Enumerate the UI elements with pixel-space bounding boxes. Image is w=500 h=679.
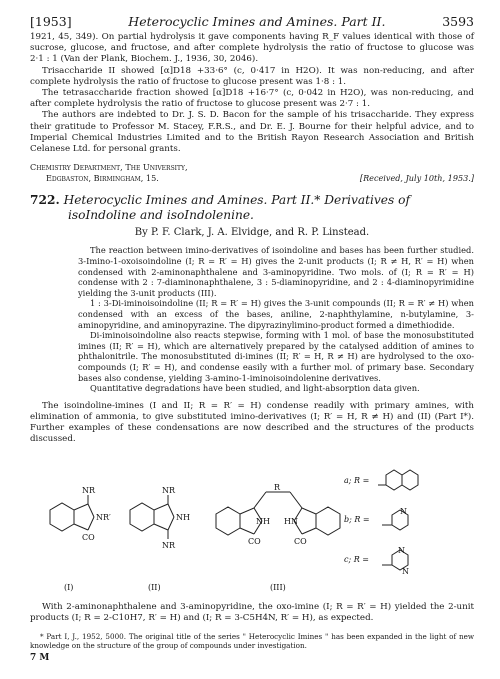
atom-label: HN — [284, 516, 298, 526]
header-page-number: 3593 — [442, 14, 474, 29]
article-title-line2: isoIndoline and isoIndolenine. — [68, 208, 254, 223]
abstract-paragraph: Quantitative degradations have been studied, and light-absorption data given. — [90, 383, 420, 394]
article-title-main: Heterocyclic Imines and Amines. Part II.* Derivatives of — [63, 193, 410, 208]
atom-label: NR — [162, 485, 176, 495]
compound-label: (III) — [270, 582, 286, 592]
header-year: [1953] — [30, 14, 72, 29]
compound-label: (I) — [64, 582, 74, 592]
atom-label: N — [398, 545, 405, 555]
atom-label: NH — [176, 512, 190, 522]
body-paragraph: The isoindoline-imines (I and II; R = R′ = H) condense readily with primary amines, with elimination of ammonia, to give substituted imino-derivatives (I; R′ = H, R ≠ H) and (II) (Part I*). Further examples of these condensations are now described and the structures of the products discussed. — [30, 400, 474, 445]
footnote: * Part I, J., 1952, 5000. The original title of the series " Heterocyclic Imines " has been expanded in the light of new knowledge on the structure of the group of compounds under investigation. — [30, 631, 474, 651]
paragraph: Trisaccharide II showed [α]D18 +33·6° (c, 0·417 in H2O). It was non-reducing, and after complete hydrolysis the ratio of fructose to glucose present was 1·8 : 1. — [30, 65, 474, 87]
received-date: [Received, July 10th, 1953.] — [359, 172, 474, 183]
atom-label: NR — [82, 485, 96, 495]
structures-figure — [30, 450, 474, 600]
substituent-label: b; R = — [344, 514, 370, 524]
paragraph: The tetrasaccharide fraction showed [α]D18 +16·7° (c, 0·042 in H2O), was non-reducing, and after complete hydrolysis the ratio of fructose to glucose present was 2·7 : 1. — [30, 88, 474, 110]
abstract-paragraph: Di-iminoisoindoline also reacts stepwise, forming with 1 mol. of base the monosubstituted imines (II; R′ = H), which are alternatively prepared by the catalysed addition of amines to phthalonitrile. The monosubstituted di-imines (II; R′ = H, R ≠ H) are hydrolysed to the oxo-compounds (I; R′ = H), and condense easily with a further mol. of primary base. Secondary bases also condense, yielding 3-amino-1-iminoisoindolenine derivatives. — [78, 330, 474, 383]
abstract — [78, 245, 474, 393]
running-header — [30, 14, 474, 32]
address-line: Edgbaston, Birmingham, 15. — [46, 172, 159, 183]
substituent-label: c; R = — [344, 554, 369, 564]
atom-label: CO — [248, 536, 261, 546]
article-number: 722. — [30, 193, 60, 208]
address-line: Chemistry Department, The University, — [30, 162, 188, 173]
abstract-paragraph: 1 : 3-Di-iminoisoindoline (II; R = R′ = H) gives the 3-unit compounds (II; R = R′ ≠ H) when condensed with an excess of the bases, aniline, 2-naphthylamine, n-butylamine, 3-aminopyridine, and aminopyrazine. The dipyrazinylimino-product formed a dimethiodide. — [78, 298, 474, 330]
atom-label: NR′ — [96, 512, 111, 522]
substituent-label: a; R = — [344, 475, 370, 485]
abstract-paragraph: The reaction between imino-derivatives of isoindoline and bases has been further studied. 3-Imino-1-oxoisoindoline (I; R = R′ = H) gives the 2-unit products (I; R ≠ H, R′ = H) when condensed with 2-aminonaphthalene and 3-aminopyridine. Two mols. of (I; R = R′ = H) condense with 2 : 7-diaminonaphthalene, 3 : 5-diaminopyridine, and 2 : 4-diaminopyrimidine yielding the 3-unit products (III). — [78, 245, 474, 298]
page — [30, 14, 474, 663]
compound-label: (II) — [148, 582, 161, 592]
address-block — [30, 162, 474, 183]
authors: By P. F. Clark, J. A. Elvidge, and R. P. Linstead. — [134, 227, 370, 239]
chemical-structures-diagram — [30, 450, 474, 600]
signature-mark: 7 M — [30, 652, 50, 663]
atom-label: CO — [82, 532, 95, 542]
atom-label: N — [402, 566, 409, 576]
article-title — [30, 193, 474, 223]
atom-label: NH — [256, 516, 270, 526]
atom-label: NR — [162, 540, 176, 550]
body-paragraph: With 2-aminonaphthalene and 3-aminopyridine, the oxo-imine (I; R = R′ = H) yielded the 2-unit products (I; R = 2-C10H7, R′ = H) and (I; R = 3-C5H4N, R′ = H), as expected. — [30, 601, 474, 623]
atom-label: N — [400, 506, 407, 516]
acknowledgement: The authors are indebted to Dr. J. S. D. Bacon for the sample of his trisaccharide. They express their gratitude to Professor M. Stacey, F.R.S., and Dr. E. J. Bourne for their helpful advice, and to Imperial Chemical Industries Limited and to the British Rayon Research Association and British Celanese Ltd. for personal grants. — [30, 110, 474, 155]
atom-label: CO — [294, 536, 307, 546]
atom-label: R — [274, 482, 281, 492]
header-title: Heterocyclic Imines and Amines. Part II. — [128, 14, 386, 29]
paragraph: 1921, 45, 349). On partial hydrolysis it gave components having R_F values identical with those of sucrose, glucose, and fructose, and after complete hydrolysis the ratio of fructose to glucose was 2·1 : 1 (Van der Plank, Biochem. J., 1936, 30, 2046). — [30, 32, 474, 65]
